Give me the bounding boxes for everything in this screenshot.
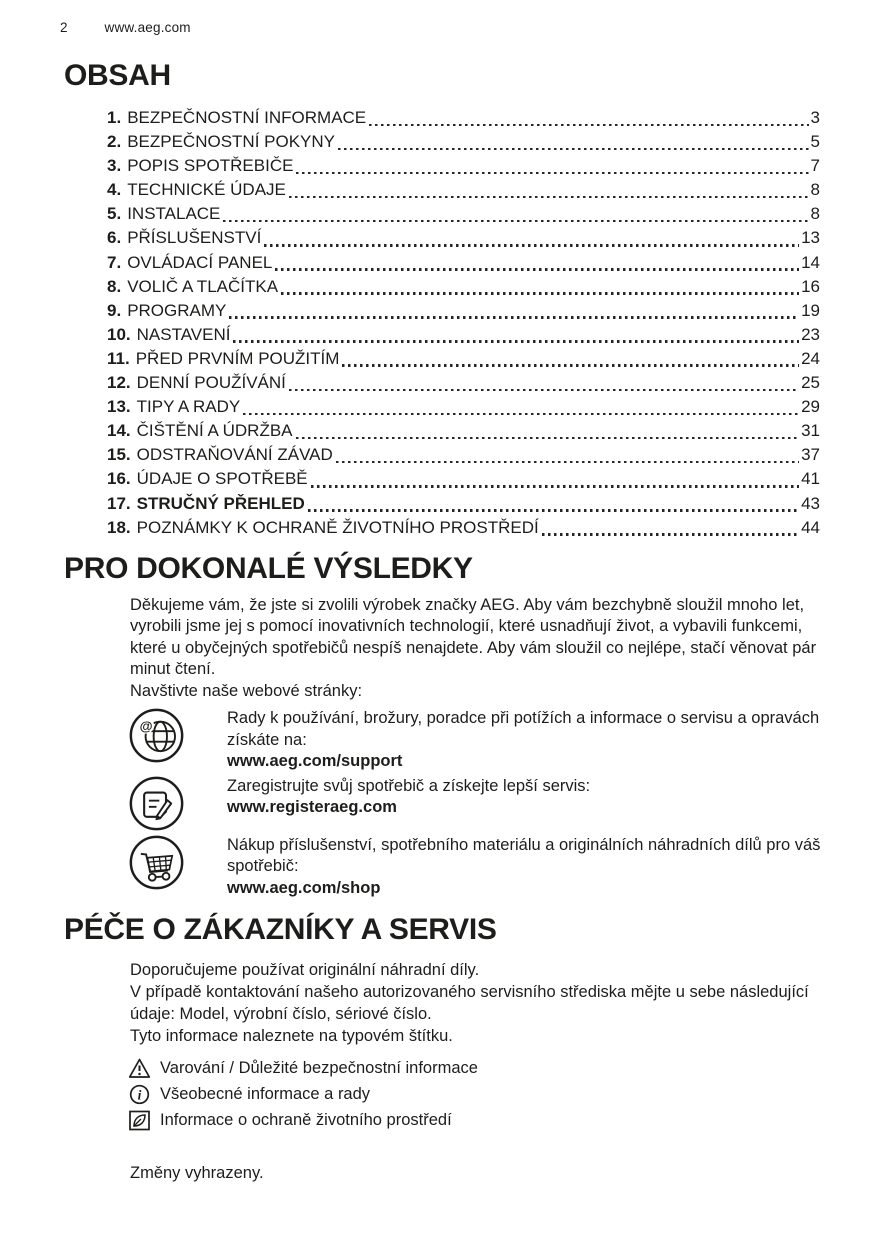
resource-shop-url[interactable]: www.aeg.com/shop — [227, 878, 381, 897]
toc-entry[interactable] — [107, 154, 820, 178]
dot-leader — [542, 533, 799, 536]
dot-leader — [342, 364, 799, 367]
toc-entry[interactable] — [107, 419, 820, 443]
dot-leader — [296, 172, 808, 175]
toc-entry-number: 7. — [107, 252, 122, 272]
service-paragraph-2: V případě kontaktování našeho autorizovaného servisního střediska mějte u sebe následující údaje: Model, výrobní číslo, sériové číslo. — [130, 983, 809, 1024]
toc-entry-title: BEZPEČNOSTNÍ POKYNY — [127, 132, 336, 152]
toc-entry-number: 3. — [107, 156, 122, 176]
toc-entry-title: BEZPEČNOSTNÍ INFORMACE — [127, 108, 367, 127]
toc-entry-number: 12. — [107, 373, 131, 393]
toc-entry-page: 13 — [801, 228, 820, 248]
eco-leaf-icon — [128, 1109, 151, 1132]
toc-entry-title: PŘED PRVNÍM POUŽITÍM — [135, 348, 340, 368]
resource-support — [128, 707, 874, 773]
toc-entry-page: 43 — [801, 493, 820, 513]
toc-entry-number: 9. — [107, 300, 122, 320]
legend-eco-label: Informace o ochraně životního prostředí — [160, 1110, 452, 1129]
toc-entry[interactable] — [107, 275, 820, 299]
web-resources — [0, 707, 874, 899]
toc-entry-page: 8 — [810, 204, 820, 224]
dot-leader — [229, 316, 799, 319]
toc-entry-number: 10. — [107, 324, 131, 344]
svg-text:i: i — [137, 1087, 142, 1103]
dot-leader — [289, 196, 809, 199]
toc-entry[interactable] — [107, 130, 820, 154]
toc-entry-title: NASTAVENÍ — [136, 324, 231, 344]
toc-entry-title: POZNÁMKY K OCHRANĚ ŽIVOTNÍHO PROSTŘEDÍ — [136, 517, 539, 537]
toc-entry[interactable] — [107, 178, 820, 202]
toc-entry-number: 17. — [107, 493, 131, 513]
toc-entry-page: 8 — [810, 180, 820, 200]
toc-entry[interactable] — [107, 443, 820, 467]
toc-entry-page: 16 — [801, 276, 820, 296]
toc-entry-page: 7 — [810, 156, 820, 176]
resource-register — [128, 775, 874, 832]
resource-support-body — [227, 707, 827, 773]
dot-leader — [308, 509, 799, 512]
toc-entry-title: POPIS SPOTŘEBIČE — [127, 156, 294, 176]
dot-leader — [336, 461, 799, 464]
toc-entry[interactable] — [107, 516, 820, 540]
toc-entry-title: STRUČNÝ PŘEHLED — [136, 493, 305, 513]
site-url: www.aeg.com — [104, 20, 191, 35]
service-paragraph-3: Tyto informace naleznete na typovém štítku. — [130, 1027, 453, 1046]
toc-entry[interactable] — [107, 467, 820, 491]
resource-register-body — [227, 775, 827, 819]
toc-entry-page: 44 — [801, 517, 820, 537]
results-heading: PRO DOKONALÉ VÝSLEDKY — [64, 551, 473, 585]
service-text — [130, 959, 825, 1047]
table-of-contents — [107, 106, 820, 540]
toc-entry[interactable] — [107, 371, 820, 395]
toc-entry-title: DENNÍ POUŽÍVÁNÍ — [136, 373, 286, 393]
toc-entry-page: 23 — [801, 324, 820, 344]
resource-support-url[interactable]: www.aeg.com/support — [227, 752, 403, 771]
symbols-legend — [0, 1057, 874, 1131]
toc-entry-number: 18. — [107, 517, 131, 537]
page-number: 2 — [60, 20, 68, 35]
toc-entry-number: 15. — [107, 445, 131, 465]
toc-entry-page: 5 — [810, 132, 820, 152]
dot-leader — [281, 292, 799, 295]
toc-entry-page: 31 — [801, 421, 820, 441]
toc-entry-title: PROGRAMY — [127, 300, 227, 320]
toc-entry-title: TIPY A RADY — [136, 397, 241, 417]
dot-leader — [296, 437, 800, 440]
legend-warning-label: Varování / Důležité bezpečnostní informace — [160, 1058, 478, 1077]
toc-entry[interactable] — [107, 202, 820, 226]
dot-leader — [311, 485, 799, 488]
dot-leader — [338, 148, 809, 151]
dot-leader — [243, 413, 799, 416]
globe-at-icon — [128, 707, 185, 764]
toc-entry-number: 6. — [107, 228, 122, 248]
toc-entry[interactable] — [107, 251, 820, 275]
toc-entry-page: 29 — [801, 397, 820, 417]
dot-leader — [289, 389, 799, 392]
toc-entry[interactable] — [107, 395, 820, 419]
resource-support-text: Rady k používání, brožury, poradce při potížích a informace o servisu a opravách získáte na: — [227, 709, 820, 749]
toc-entry-number: 11. — [107, 348, 130, 368]
resource-shop-body — [227, 834, 827, 900]
warning-triangle-icon — [128, 1057, 151, 1080]
resource-register-text: Zaregistrujte svůj spotřebič a získejte lepší servis: — [227, 776, 591, 795]
toc-entry-page: 19 — [801, 300, 820, 320]
toc-entry-title: OVLÁDACÍ PANEL — [127, 252, 273, 272]
dot-leader — [233, 340, 799, 343]
toc-entry-title: TECHNICKÉ ÚDAJE — [127, 180, 286, 200]
toc-entry-page: 37 — [801, 445, 820, 465]
legend-info — [128, 1083, 874, 1105]
toc-entry-number: 14. — [107, 421, 131, 441]
toc-entry-title: ÚDAJE O SPOTŘEBĚ — [136, 469, 308, 489]
toc-entry-title: VOLIČ A TLAČÍTKA — [127, 276, 279, 296]
toc-entry[interactable] — [107, 299, 820, 323]
visit-websites-line: Navštivte naše webové stránky: — [130, 681, 363, 700]
dot-leader — [369, 124, 808, 127]
toc-entry[interactable] — [107, 492, 820, 516]
toc-entry-title: INSTALACE — [127, 204, 221, 224]
info-circle-icon — [128, 1083, 151, 1106]
legend-eco — [128, 1109, 874, 1131]
toc-entry[interactable] — [107, 106, 820, 130]
toc-entry-page: 41 — [801, 469, 820, 489]
toc-entry-title: PŘÍSLUŠENSTVÍ — [127, 228, 262, 248]
shopping-cart-icon — [128, 834, 185, 891]
legend-warning — [128, 1057, 874, 1079]
results-intro: Děkujeme vám, že jste si zvolili výrobek značky AEG. Aby vám bezchybně sloužil mnoho let, vyrobili jsme jej s pomocí inovativních technologií, které usnadňují život, a vybavili funkcemi, které u obyčejných spotřebičů nespíš nenajdete. Aby vám sloužil co nejlépe, stačí věnovat pár minut čtení. — [130, 595, 817, 679]
toc-heading: OBSAH — [64, 59, 171, 92]
service-heading: PÉČE O ZÁKAZNÍKY A SERVIS — [64, 913, 497, 947]
service-paragraph-1: Doporučujeme používat originální náhradní díly. — [130, 961, 480, 980]
toc-entry-number: 8. — [107, 276, 122, 296]
dot-leader — [223, 220, 808, 223]
legend-info-label: Všeobecné informace a rady — [160, 1084, 371, 1103]
page-header — [0, 0, 874, 35]
resource-register-url[interactable]: www.registeraeg.com — [227, 798, 397, 817]
dot-leader — [264, 244, 799, 247]
toc-entry-number: 4. — [107, 180, 122, 200]
toc-entry-number: 1. — [107, 108, 122, 127]
toc-entry-title: ČIŠTĚNÍ A ÚDRŽBA — [136, 421, 293, 441]
toc-entry-title: ODSTRAŇOVÁNÍ ZÁVAD — [136, 445, 333, 465]
toc-entry-page: 25 — [801, 373, 820, 393]
resource-shop-text: Nákup příslušenství, spotřebního materiálu a originálních náhradních dílů pro váš spotřebič: — [227, 835, 821, 876]
toc-entry-number: 5. — [107, 204, 122, 224]
changes-reserved-note: Změny vyhrazeny. — [130, 1164, 264, 1183]
toc-entry[interactable] — [107, 323, 820, 347]
toc-entry-page: 24 — [801, 348, 820, 368]
toc-entry-number: 2. — [107, 132, 122, 152]
toc-entry-page: 14 — [801, 252, 820, 272]
dot-leader — [275, 268, 799, 271]
register-appliance-icon — [128, 775, 185, 832]
toc-entry-number: 13. — [107, 397, 131, 417]
resource-shop — [128, 834, 874, 900]
toc-entry-page: 3 — [810, 108, 820, 127]
toc-entry[interactable] — [107, 226, 820, 250]
toc-entry[interactable] — [107, 347, 820, 371]
svg-text:@: @ — [139, 718, 153, 734]
toc-entry-number: 16. — [107, 469, 131, 489]
